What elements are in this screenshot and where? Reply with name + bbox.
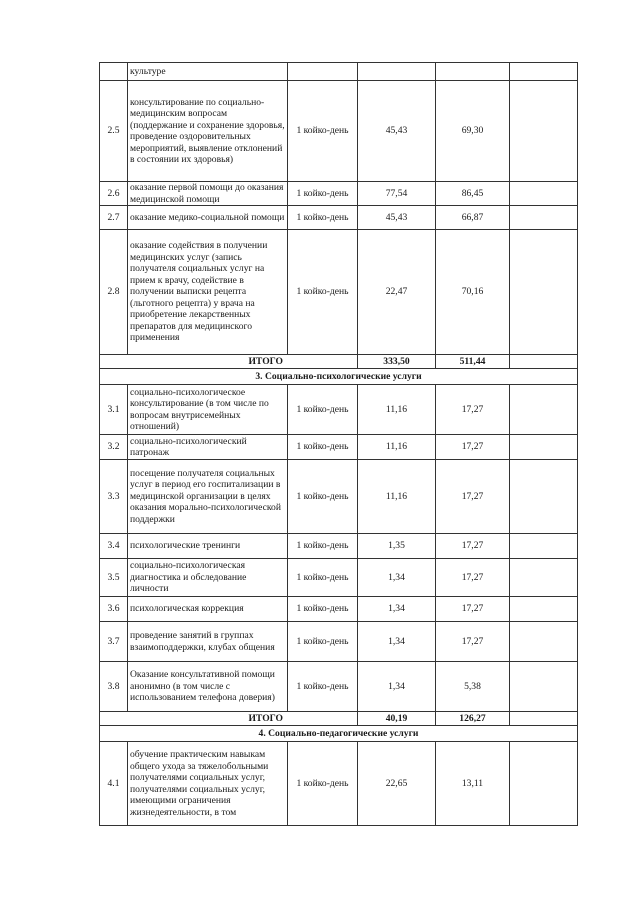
service-name: социально-психологический патронаж (128, 435, 288, 460)
total-row (100, 712, 578, 726)
table-row (100, 622, 578, 662)
unit-cell: 1 койко-день (288, 435, 358, 460)
total-value: 126,27 (436, 712, 510, 726)
empty-cell (510, 230, 578, 355)
unit-cell: 1 койко-день (288, 81, 358, 182)
service-name: оказание медико-социальной помощи (128, 206, 288, 230)
unit-cell: 1 койко-день (288, 230, 358, 355)
row-number: 3.3 (100, 460, 128, 534)
value-cell: 17,27 (436, 559, 510, 597)
value-cell: 13,11 (436, 742, 510, 826)
value-cell: 86,45 (436, 182, 510, 206)
empty-cell (510, 742, 578, 826)
row-number: 3.7 (100, 622, 128, 662)
service-name: оказание содействия в получении медицинских услуг (запись получателя социальных услуг на прием к врачу, содействие в получении выписки рецепта (льготного рецепта) у врача на приобретение лекарственных препаратов для медицинского применения (128, 230, 288, 355)
row-number: 3.8 (100, 662, 128, 712)
table-row (100, 435, 578, 460)
total-row (100, 355, 578, 369)
service-name: психологическая коррекция (128, 597, 288, 622)
table-row (100, 597, 578, 622)
empty-cell (510, 622, 578, 662)
table-row (100, 534, 578, 559)
table-row (100, 63, 578, 81)
unit-cell: 1 койко-день (288, 206, 358, 230)
table-row (100, 742, 578, 826)
empty-cell (510, 712, 578, 726)
service-name: обучение практическим навыкам общего ухода за тяжелобольными получателями социальных услуг, получателями социальных услуг, имеющими ограничения жизнедеятельности, в том (128, 742, 288, 826)
tariff-table (99, 62, 578, 826)
empty-cell (510, 559, 578, 597)
value-cell: 1,34 (358, 559, 436, 597)
service-name: Оказание консультативной помощи анонимно (в том числе с использованием телефона доверия) (128, 662, 288, 712)
total-value: 40,19 (358, 712, 436, 726)
empty-cell (510, 435, 578, 460)
row-number: 3.1 (100, 385, 128, 435)
value-cell: 1,35 (358, 534, 436, 559)
unit-cell (288, 63, 358, 81)
section-title: 3. Социально-психологические услуги (100, 369, 578, 385)
empty-cell (510, 385, 578, 435)
service-name: посещение получателя социальных услуг в период его госпитализации в медицинской организации в целях оказания морально-психологической поддержки (128, 460, 288, 534)
service-name: консультирование по социально-медицинским вопросам (поддержание и сохранение здоровья, проведение оздоровительных мероприятий, выявление отклонений в состоянии их здоровья) (128, 81, 288, 182)
unit-cell: 1 койко-день (288, 460, 358, 534)
value-cell: 17,27 (436, 435, 510, 460)
empty-cell (510, 597, 578, 622)
table-row (100, 662, 578, 712)
table-row (100, 206, 578, 230)
value-cell: 5,38 (436, 662, 510, 712)
unit-cell: 1 койко-день (288, 385, 358, 435)
value-cell: 11,16 (358, 385, 436, 435)
value-cell: 22,65 (358, 742, 436, 826)
value-cell: 1,34 (358, 597, 436, 622)
unit-cell: 1 койко-день (288, 182, 358, 206)
service-name: оказание первой помощи до оказания медицинской помощи (128, 182, 288, 206)
empty-cell (510, 534, 578, 559)
value-cell: 17,27 (436, 597, 510, 622)
total-value: 333,50 (358, 355, 436, 369)
total-label: ИТОГО (100, 355, 358, 369)
value-cell: 17,27 (436, 460, 510, 534)
unit-cell: 1 койко-день (288, 597, 358, 622)
value-cell: 17,27 (436, 385, 510, 435)
table-row (100, 182, 578, 206)
section-title: 4. Социально-педагогические услуги (100, 726, 578, 742)
value-cell: 11,16 (358, 435, 436, 460)
value-cell (436, 63, 510, 81)
total-label: ИТОГО (100, 712, 358, 726)
value-cell: 70,16 (436, 230, 510, 355)
service-name: психологические тренинги (128, 534, 288, 559)
value-cell: 1,34 (358, 662, 436, 712)
unit-cell: 1 койко-день (288, 662, 358, 712)
row-number: 3.4 (100, 534, 128, 559)
service-name: социально-психологическое консультирование (в том числе по вопросам внутрисемейных отношений) (128, 385, 288, 435)
empty-cell (510, 182, 578, 206)
service-name: проведение занятий в группах взаимоподдержки, клубах общения (128, 622, 288, 662)
table-row (100, 460, 578, 534)
value-cell: 22,47 (358, 230, 436, 355)
empty-cell (510, 206, 578, 230)
row-number: 3.5 (100, 559, 128, 597)
table-row (100, 559, 578, 597)
row-number: 2.8 (100, 230, 128, 355)
row-number: 2.6 (100, 182, 128, 206)
table-row (100, 230, 578, 355)
empty-cell (510, 63, 578, 81)
value-cell: 69,30 (436, 81, 510, 182)
value-cell: 45,43 (358, 81, 436, 182)
section-row (100, 726, 578, 742)
row-number: 3.2 (100, 435, 128, 460)
total-value: 511,44 (436, 355, 510, 369)
value-cell: 77,54 (358, 182, 436, 206)
section-row (100, 369, 578, 385)
value-cell: 1,34 (358, 622, 436, 662)
empty-cell (510, 81, 578, 182)
row-number: 4.1 (100, 742, 128, 826)
row-number: 2.5 (100, 81, 128, 182)
unit-cell: 1 койко-день (288, 534, 358, 559)
empty-cell (510, 460, 578, 534)
unit-cell: 1 койко-день (288, 622, 358, 662)
unit-cell: 1 койко-день (288, 559, 358, 597)
row-number (100, 63, 128, 81)
value-cell: 66,87 (436, 206, 510, 230)
service-name: социально-психологическая диагностика и обследование личности (128, 559, 288, 597)
value-cell: 17,27 (436, 534, 510, 559)
value-cell: 45,43 (358, 206, 436, 230)
unit-cell: 1 койко-день (288, 742, 358, 826)
empty-cell (510, 662, 578, 712)
table-row (100, 385, 578, 435)
value-cell (358, 63, 436, 81)
row-number: 2.7 (100, 206, 128, 230)
table-row (100, 81, 578, 182)
empty-cell (510, 355, 578, 369)
value-cell: 11,16 (358, 460, 436, 534)
value-cell: 17,27 (436, 622, 510, 662)
service-name: культуре (128, 63, 288, 81)
row-number: 3.6 (100, 597, 128, 622)
